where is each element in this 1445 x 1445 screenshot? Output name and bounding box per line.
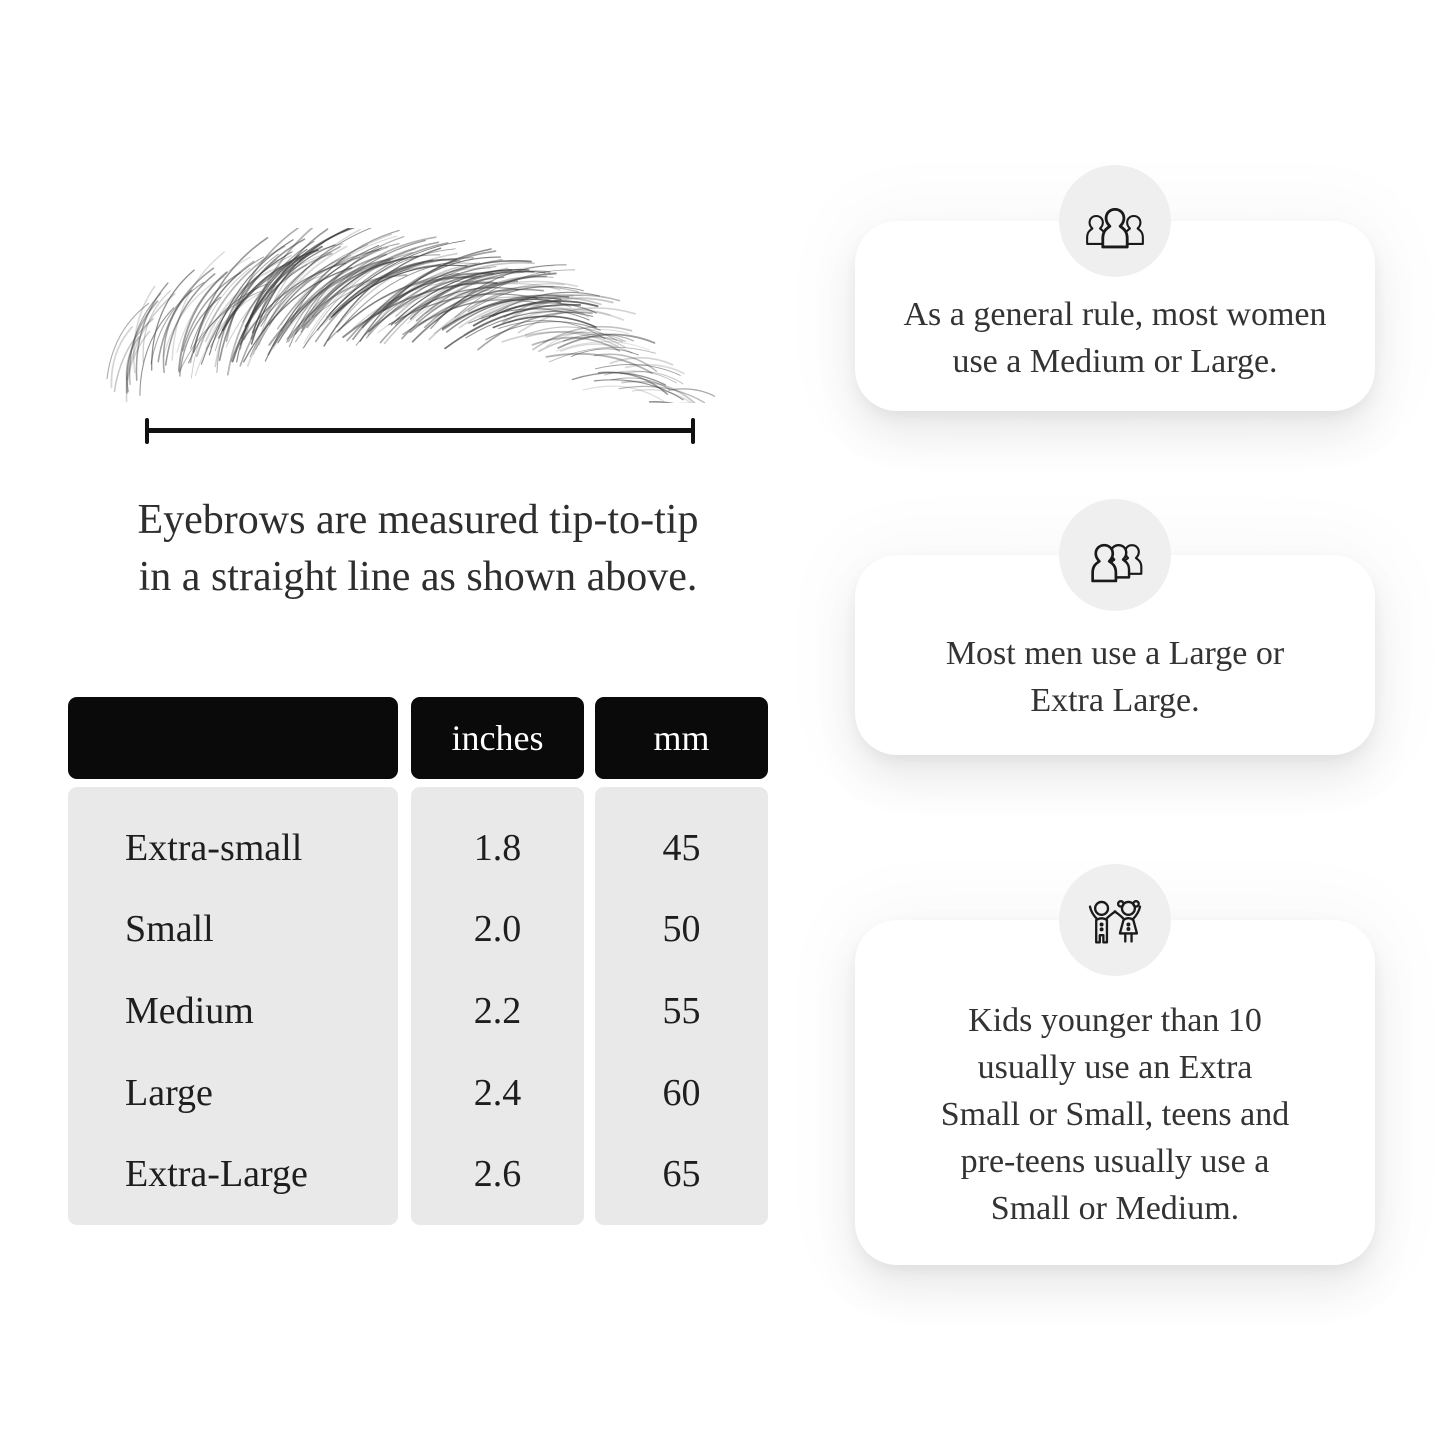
caption-line-2: in a straight line as shown above. <box>138 554 698 600</box>
table-column-inches <box>411 787 584 1225</box>
size-label-cell: Medium <box>125 989 254 1032</box>
table-header-mm <box>595 697 768 779</box>
table-header-blank <box>68 697 398 779</box>
measurement-line-bar <box>147 428 693 433</box>
women-icon-circle <box>1059 165 1171 277</box>
men-icon-circle <box>1059 499 1171 611</box>
table-header-mm-label: mm <box>653 718 710 758</box>
card-text-line: Kids younger than 10 <box>968 1002 1262 1039</box>
table-header-inches-label: inches <box>451 718 544 758</box>
size-label-cell: Small <box>125 908 214 951</box>
size-label-cell: Extra-Large <box>125 1153 308 1196</box>
women-group-icon <box>1081 191 1149 251</box>
card-text-line: pre-teens usually use a <box>960 1143 1270 1180</box>
mm-cell: 50 <box>662 908 701 951</box>
card-text-line: Most men use a Large or <box>945 635 1285 672</box>
card-text-line: Small or Small, teens and <box>940 1096 1290 1133</box>
card-text-line: Small or Medium. <box>990 1190 1240 1227</box>
mm-cell: 60 <box>662 1071 701 1114</box>
inches-cell: 2.0 <box>473 908 522 951</box>
size-label-cell: Large <box>125 1071 213 1114</box>
inches-cell: 2.6 <box>473 1153 522 1196</box>
table-column-sizes <box>68 787 398 1225</box>
mm-cell: 45 <box>662 826 701 869</box>
caption-line-1: Eyebrows are measured tip-to-tip <box>137 497 699 543</box>
measurement-line-right-cap <box>691 418 695 444</box>
mm-cell: 55 <box>662 989 701 1032</box>
men-group-icon <box>1081 525 1149 585</box>
measurement-caption <box>62 492 774 606</box>
card-text-line: use a Medium or Large. <box>952 343 1278 380</box>
eyebrow-illustration <box>105 228 715 403</box>
kids-icon <box>1081 890 1149 950</box>
mm-cell: 65 <box>662 1153 701 1196</box>
size-label-cell: Extra-small <box>125 826 303 869</box>
card-text-line: usually use an Extra <box>977 1049 1253 1086</box>
inches-cell: 1.8 <box>473 826 522 869</box>
inches-cell: 2.4 <box>473 1071 522 1114</box>
inches-cell: 2.2 <box>473 989 522 1032</box>
card-text-line: Extra Large. <box>1030 682 1200 719</box>
kids-icon-circle <box>1059 864 1171 976</box>
card-text-line: As a general rule, most women <box>903 296 1327 333</box>
table-column-mm <box>595 787 768 1225</box>
table-header-inches <box>411 697 584 779</box>
measurement-line <box>145 418 695 444</box>
